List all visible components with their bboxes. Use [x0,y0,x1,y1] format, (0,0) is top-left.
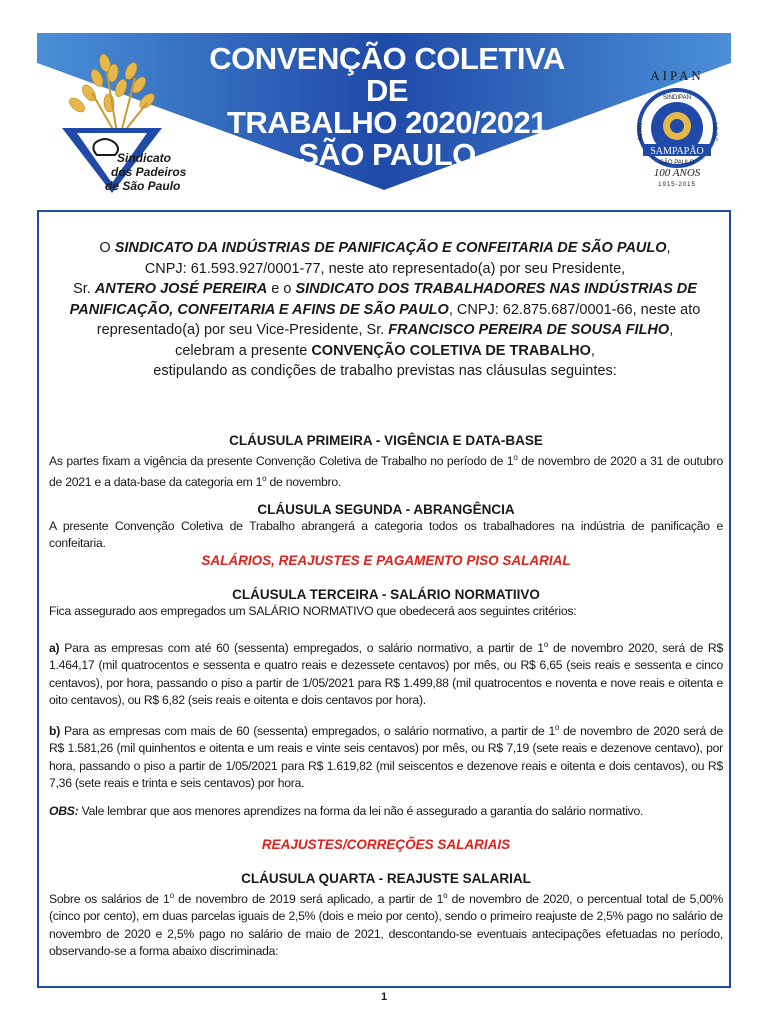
item-a-text [49,636,723,709]
clause-2-title: CLÁUSULA SEGUNDA - ABRANGÊNCIA [257,502,515,517]
document-body [37,210,731,988]
logo-years: 1915-2015 [658,182,696,188]
ordinal: o [262,474,267,484]
clause-4-text [49,887,723,960]
ordinal: o [443,891,448,900]
clause-text: Para as empresas com mais de 60 (sessenta) empregados, o salário normativo, a partir de 1 [60,724,555,739]
intro-text: celebram a presente [175,342,312,359]
clause-text: Vale lembrar que aos menores aprendizes na forma da lei não é assegurado a garantia do salário normativo. [78,804,644,818]
intro-closing: estipulando as condições de trabalho previstas nas cláusulas seguintes: [153,363,617,379]
left-logo-line-2: dos Padeiros [111,165,187,179]
president-name: ANTERO JOSÉ PEREIRA [94,281,268,297]
vice-president-name: FRANCISCO PEREIRA DE SOUSA FILHO [388,322,670,338]
intro-text: , [666,240,671,256]
item-b-label: b) [49,724,61,739]
clause-text: Para as empresas com até 60 (sessenta) empregados, o salário normativo, a partir de 1 [59,641,544,656]
aipan-sindipan-logo [627,68,727,193]
convention-name: CONVENÇÃO COLETIVA DE TRABALHO [311,342,591,359]
ordinal: o [513,453,518,462]
clause-text: Sobre os salários de 1 [49,892,170,907]
employer-union-name: SINDICATO DA INDÚSTRIAS DE PANIFICAÇÃO E CONFEITARIA DE SÃO PAULO [114,240,667,256]
clause-text: de novembro de 2019 será aplicado, a partir de 1 [173,892,444,907]
clause-3-text: Fica assegurado aos empregados um SALÁRIO NORMATIVO que obedecerá aos seguintes critérios: [49,604,577,618]
red-heading-adjustments: REAJUSTES/CORREÇÕES SALARIAIS [261,837,511,852]
aipan-wordmark: AIPAN [650,68,704,83]
clause-4-title: CLÁUSULA QUARTA - REAJUSTE SALARIAL [241,871,531,886]
logo-ring-left: AIPAN [638,123,644,141]
employer-cnpj: CNPJ: 61.593.927/0001-77, neste ato representado(a) por seu Presidente, [144,260,626,277]
clause-4 [49,870,723,960]
header-banner [37,33,731,193]
ordinal: o [543,640,549,649]
title-line-3: SÃO PAULO [298,137,476,172]
intro-text: , [669,322,674,338]
salary-section-heading [49,552,723,569]
logo-ring-top: SINDIPAN [663,95,691,101]
workers-cnpj: , CNPJ: 62.875.687/0001-66, neste ato representado(a) por seu Vice-Presidente, Sr. [96,301,701,338]
item-a-label: a) [49,641,60,656]
logo-ring-right: LO.P.C [711,122,717,142]
clause-3 [49,586,723,620]
sampapao-banner: SAMPAPÃO [650,146,704,157]
title-line-1: CONVENÇÃO COLETIVA DE [209,41,565,108]
obs-note [49,803,723,820]
logo-city: SÃO PAULO [659,160,695,166]
clause-text: de novembro 2020, será de R$ 1.464,17 (mil quatrocentos e sessenta e quatro reais e dezessete centavos) por mês, ou R$ 6,65 (seis reais e sessenta e cinco centavos), por hora, passando o piso a partir de 1/05/2021 para R$ 1.499,88 (mil quatrocentos e noventa e nove reais e oitenta e oito centavos), ou R$ 6,82 (seis reais e oitenta e dois centavos por hora). [49,641,723,707]
clause-2 [49,501,723,553]
intro-text: O [99,240,115,256]
left-logo-line-1: Sindicato [117,151,172,165]
red-heading-salaries: SALÁRIOS, REAJUSTES E PAGAMENTO PISO SALARIAL [201,553,571,568]
intro-text: e o [267,281,296,297]
clause-text: de novembro de 2020 a 31 de outubro de 2021 e a data-base da categoria em 1 [49,454,723,490]
obs-label: OBS: [49,804,79,818]
clause-1-text [49,449,723,492]
clause-3-title: CLÁUSULA TERCEIRA - SALÁRIO NORMATIIVO [232,587,540,602]
clause-3-item-b [49,719,723,792]
page-number: 1 [380,991,388,1003]
left-logo-line-3: de São Paulo [105,179,181,193]
ordinal: o [169,891,174,900]
clause-text: de novembro de 2020, o percentual total de 5,00% (cinco por cento), em duas parcelas iguais de 2,5% (dois e meio por cento), sendo o primeiro reajuste de 2,5% pago no salário de novembro de 2020 e 2,5% pago no salário de maio de 2021, descontando-se eventuais antecipações efetuadas no período, observando-se a forma abaixo discriminada: [49,892,723,958]
intro-paragraph [49,238,721,382]
clause-1 [49,432,723,492]
document-title [187,43,587,171]
clause-text: As partes fixam a vigência da presente Convenção Coletiva de Trabalho no período de 1 [49,454,514,469]
clause-3-item-a [49,636,723,709]
adjustments-section-heading [49,836,723,853]
title-line-2: TRABALHO 2020/2021 [226,105,548,140]
clause-1-title: CLÁUSULA PRIMEIRA - VIGÊNCIA E DATA-BASE [229,433,543,448]
workers-union-name: SINDICATO DOS TRABALHADORES NAS INDÚSTRIAS DE PANIFICAÇÃO, CONFEITARIA E AFINS DE SÃO PAULO [69,281,697,318]
ordinal: o [554,723,560,732]
intro-text: , [590,342,595,359]
logo-100-anos: 100 ANOS [653,167,701,179]
intro-text: Sr. [73,281,95,297]
obs-text [49,803,723,820]
item-b-text [49,719,723,792]
clause-2-text: A presente Convenção Coletiva de Trabalho abrangerá a categoria todos os trabalhadores na indústria de panificação e confeitaria. [49,519,723,551]
clause-text: de novembro de 2020 será de R$ 1.581,26 (mil quinhentos e oitenta e um reais e vinte seis centavos) por mês, ou R$ 7,19 (sete reais e dezenove centavo), por hora, passando o piso a partir de 1/05/2021 para R$ 1.619,82 (mil seiscentos e dezenove reais e oitenta e dois centavos), ou R$ 7,36 (sete reais e trinta e seis centavos) por hora. [49,724,723,790]
clause-text: de novembro. [266,475,342,490]
